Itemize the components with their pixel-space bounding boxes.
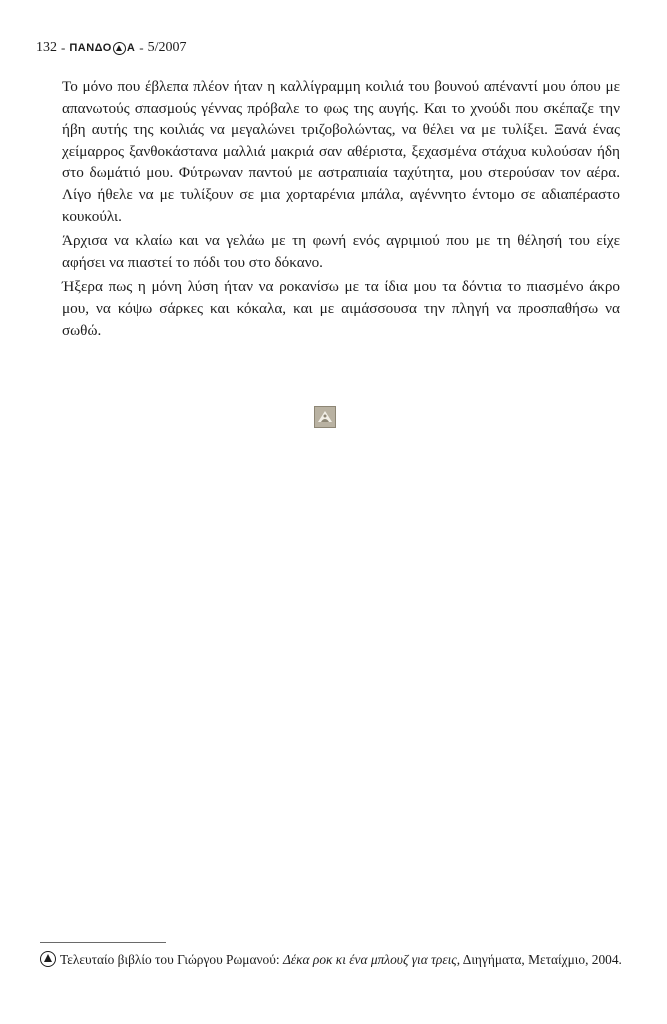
journal-name-prefix: ΠΑΝΔΟ bbox=[69, 42, 112, 54]
running-header bbox=[36, 40, 187, 56]
paragraph-1: Το μόνο που έβλεπα πλέον ήταν η καλλίγραμμη κοιλιά του βουνού απέναντί μου όπου με απανωτούς σπασμούς γέννας πρόβαλε το φως της αυγής. Και το χνούδι που σκέπαζε την ήβη αυτής της κοιλιάς να μεγαλώνει τριζοβολώντας, να θέλει να με τυλίξει. Ξανά ένας χείμαρρος ξανθοκάστανα μαλλιά μακριά σαν αθέριστα, ξεχασμένα στάχυα κυλούσαν ήδη στο δωμάτιό μου. Φύτρωναν παντού με αστραπιαία ταχύτητα, μου στερούσαν τον αέρα. Λίγο ήθελε να με τυλίξουν σε μια χορταρένια μπάλα, αγέννητο έντομο σε αδιαπέραστο κουκούλι. bbox=[62, 78, 620, 225]
main-text bbox=[62, 76, 620, 341]
footnote-intro: Τελευταίο βιβλίο του Γιώργου Ρωμανού: bbox=[60, 952, 283, 967]
footnote-details: , Διηγήματα, Μεταίχμιο, 2004. bbox=[456, 952, 622, 967]
journal-logo-icon bbox=[113, 42, 126, 55]
footnote-text bbox=[60, 950, 622, 969]
page-number: 132 bbox=[36, 40, 57, 55]
paragraph-2: Άρχισα να κλαίω και να γελάω με τη φωνή ενός αγριμιού που με τη θέλησή του είχε αφήσει να πιαστεί το πόδι του στο δόκανο. bbox=[62, 232, 620, 271]
journal-name-suffix: Α bbox=[126, 42, 136, 54]
header-separator-2: - bbox=[139, 40, 144, 55]
issue-number: 5/2007 bbox=[147, 40, 187, 55]
footnote-book-title: Δέκα ροκ κι ένα μπλουζ για τρεις bbox=[282, 952, 457, 967]
footnote-divider bbox=[40, 942, 166, 943]
pandora-emblem-icon bbox=[314, 406, 336, 428]
paragraph-3: Ήξερα πως η μόνη λύση ήταν να ροκανίσω με τα ίδια μου τα δόντια το πιασμένο άκρο μου, να κόψω σάρκες και κόκαλα, και με αιμάσσουσα την πληγή να προσπαθήσω να σωθώ. bbox=[62, 278, 620, 339]
pandora-logo-icon bbox=[40, 951, 56, 967]
emblem-graphic bbox=[315, 407, 335, 427]
footnote bbox=[40, 950, 622, 969]
journal-name bbox=[69, 42, 135, 55]
header-separator: - bbox=[61, 40, 66, 55]
